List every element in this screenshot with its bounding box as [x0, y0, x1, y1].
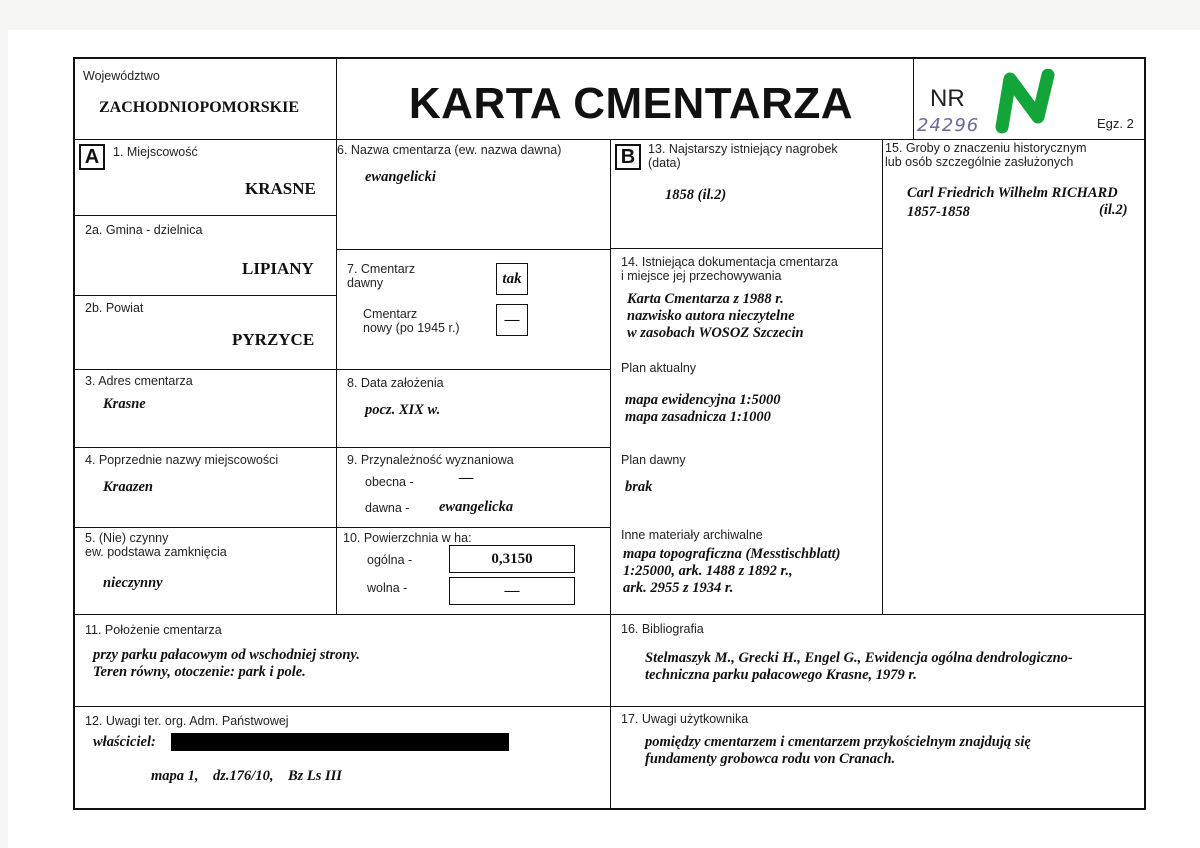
field-15-name: Carl Friedrich Wilhelm RICHARD [907, 185, 1118, 201]
field-10-total-label: ogólna - [367, 553, 413, 567]
field-5-label: 5. (Nie) czynny ew. podstawa zamknięcia [85, 531, 227, 559]
field-15-years: 1857-1858 [907, 204, 970, 220]
other-materials-value: mapa topograficzna (Messtischblatt) 1:25000, ark. 1488 z 1892 r., ark. 2955 z 1934 r. [623, 546, 841, 596]
redaction-bar [171, 733, 509, 751]
field-3-value: Krasne [103, 396, 146, 412]
plan-old-value: brak [625, 479, 653, 495]
field-13-label: 13. Najstarszy istniejący nagrobek (data) [648, 142, 838, 170]
nr-label: NR [930, 85, 965, 112]
divider [610, 248, 883, 249]
field-9-current-value: — [459, 470, 474, 486]
field-16-value: Stelmaszyk M., Grecki H., Engel G., Ewidencja ogólna dendrologiczno- techniczna parku pałacowego Krasne, 1979 r. [645, 650, 1073, 683]
field-17-label: 17. Uwagi użytkownika [621, 712, 749, 726]
divider [75, 527, 611, 528]
divider [75, 215, 337, 216]
field-11-label: 11. Położenie cmentarza [85, 623, 222, 637]
divider [75, 447, 611, 448]
field-5-value: nieczynny [103, 575, 163, 591]
section-b-letter: B [615, 144, 641, 170]
field-9-former-value: ewangelicka [439, 499, 514, 515]
field-2b-value: PYRZYCE [232, 330, 315, 349]
field-7-new-value: — [496, 304, 528, 336]
field-15-label: 15. Groby o znaczeniu historycznym lub osób szczególnie zasłużonych [885, 141, 1087, 169]
green-n-mark-icon [990, 69, 1070, 137]
field-6-value: ewangelicki [365, 169, 436, 185]
divider [610, 139, 611, 810]
field-7-old-label: 7. Cmentarz dawny [347, 262, 416, 290]
field-11-value: przy parku pałacowym od wschodniej strony. Teren równy, otoczenie: park i pole. [93, 647, 360, 680]
field-12-map: mapa 1, dz.176/10, Bz Ls III [151, 768, 342, 784]
field-3-label: 3. Adres cmentarza [85, 374, 193, 388]
field-7-old-value: tak [496, 263, 528, 295]
field-17-value: pomiędzy cmentarzem i cmentarzem przykościelnym znajdują się fundamenty grobowca rodu von Cranach. [645, 734, 1031, 767]
divider [913, 59, 914, 140]
divider [75, 706, 1146, 707]
field-2a-value: LIPIANY [242, 259, 314, 278]
divider [75, 369, 611, 370]
copy-label: Egz. 2 [1097, 116, 1134, 131]
region-value: ZACHODNIOPOMORSKIE [99, 99, 300, 116]
nr-handwritten: 24296 [917, 115, 980, 136]
field-10-free-label: wolna - [367, 581, 408, 595]
field-6-label: 6. Nazwa cmentarza (ew. nazwa dawna) [337, 143, 562, 157]
divider [336, 249, 611, 250]
field-9-former-label: dawna - [365, 501, 410, 515]
other-materials-label: Inne materiały archiwalne [621, 528, 763, 542]
field-1-value: KRASNE [245, 179, 316, 198]
field-10-free-value: — [449, 577, 575, 605]
page-title: KARTA CMENTARZA [408, 79, 854, 128]
divider [75, 295, 337, 296]
region-label: Województwo [83, 69, 160, 83]
field-10-total-value: 0,3150 [449, 545, 575, 573]
field-16-label: 16. Bibliografia [621, 622, 704, 636]
field-14-label: 14. Istniejąca dokumentacja cmentarza i miejsce jej przechowywania [621, 255, 838, 283]
divider [882, 139, 883, 615]
plan-old-label: Plan dawny [621, 453, 686, 467]
field-2a-label: 2a. Gmina - dzielnica [85, 223, 203, 237]
field-7-new-label: Cmentarz nowy (po 1945 r.) [363, 307, 460, 335]
plan-current-label: Plan aktualny [621, 361, 697, 375]
divider [75, 614, 1146, 615]
field-10-label: 10. Powierzchnia w ha: [343, 531, 472, 545]
field-2b-label: 2b. Powiat [85, 301, 144, 315]
plan-current-value: mapa ewidencyjna 1:5000 mapa zasadnicza 1:1000 [625, 392, 781, 425]
field-12-owner-label: właściciel: [93, 734, 156, 750]
field-9-label: 9. Przynależność wyznaniowa [347, 453, 514, 467]
section-a-letter: A [79, 144, 105, 170]
field-13-value: 1858 (il.2) [665, 187, 727, 203]
cemetery-record-card [73, 57, 1146, 810]
field-15-ref: (il.2) [1099, 202, 1128, 218]
field-4-value: Kraazen [103, 479, 153, 495]
field-14-value: Karta Cmentarza z 1988 r. nazwisko autora nieczytelne w zasobach WOSOZ Szczecin [627, 291, 804, 341]
field-9-current-label: obecna - [365, 475, 414, 489]
field-8-label: 8. Data założenia [347, 376, 444, 390]
field-4-label: 4. Poprzednie nazwy miejscowości [85, 453, 279, 467]
field-12-label: 12. Uwagi ter. org. Adm. Państwowej [85, 714, 289, 728]
field-8-value: pocz. XIX w. [365, 402, 441, 418]
field-1-label: 1. Miejscowość [113, 145, 198, 159]
